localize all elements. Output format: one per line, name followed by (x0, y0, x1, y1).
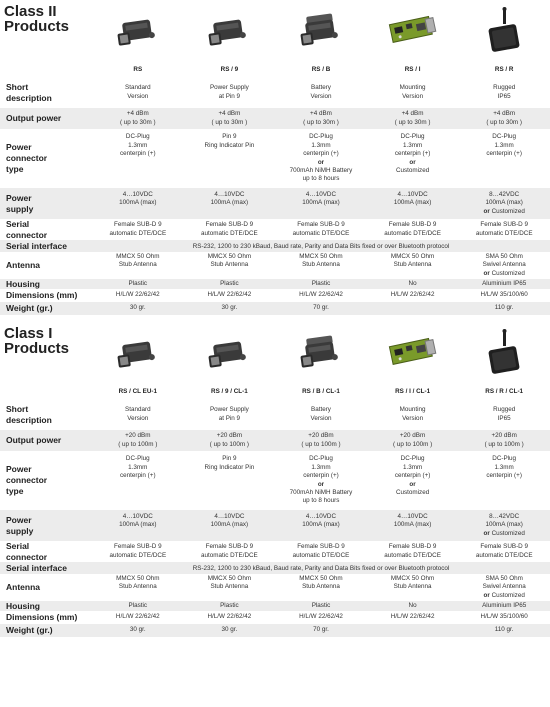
dimensions-value: H/L/W 22/62/42 (299, 291, 343, 299)
row-label: Weight (gr.) (6, 303, 53, 313)
weight-value: 110 gr. (494, 626, 514, 634)
antenna-value: MMCX 50 Ohm Stub Antenna (116, 252, 160, 269)
row-power-connector (0, 452, 550, 510)
model-name: RS / R (494, 65, 514, 73)
dimensions-value: H/L/W 22/62/42 (299, 613, 343, 621)
weight-value (367, 304, 459, 312)
output-power-value: +20 dBm ( up to 100m ) (484, 432, 524, 448)
power-connector-value: DC-Plug 1.3mm centerpin (+) (394, 455, 431, 480)
row-serial-interface (0, 562, 550, 575)
power-supply-value: 4…10VDC 100mA (max) (119, 190, 157, 207)
short-description-value: Battery Version (310, 84, 332, 100)
power-connector-value: Pin 9 Ring Indicator Pin (204, 455, 255, 471)
power-supply-value: 8…42VDC 100mA (max) or Customized (483, 190, 525, 215)
power-connector-extra: or 700mAh NiMH Battery up to 8 hours (289, 480, 353, 505)
output-power-value: +20 dBm ( up to 100m ) (301, 432, 341, 448)
row-housing (0, 601, 550, 612)
power-connector-extra: or Customized (395, 480, 430, 496)
row-label: Serial connector (6, 218, 48, 240)
dimensions-value: H/L/W 35/100/60 (480, 291, 528, 299)
dimensions-value: H/L/W 22/62/42 (207, 291, 252, 299)
serial-connector-value: Female SUB-D 9 automatic DTE/DCE (292, 221, 350, 237)
antenna-value: MMCX 50 Ohm Stub Antenna (299, 252, 343, 269)
antenna-value: MMCX 50 Ohm Stub Antenna (299, 574, 343, 591)
rugged-antenna-box-icon (458, 0, 550, 60)
housing-value: No (408, 279, 417, 287)
housing-value: Plastic (311, 601, 331, 609)
output-power-value: +20 dBm ( up to 100m ) (392, 432, 433, 448)
housing-value: Plastic (220, 601, 239, 609)
row-label: Antenna (6, 260, 40, 270)
housing-value: Plastic (128, 601, 148, 609)
row-label: Antenna (6, 582, 40, 592)
dimensions-value: H/L/W 22/62/42 (115, 291, 160, 299)
model-name: RS / I (404, 65, 421, 73)
row-label: Short description (6, 81, 52, 103)
power-connector-extra: or 700mAh NiMH Battery up to 8 hours (289, 158, 353, 183)
model-name: RS / B / CL-1 (302, 387, 340, 395)
class-title: Class II Products (4, 3, 70, 35)
model-name: RS / R / CL-1 (485, 387, 524, 395)
power-connector-cell (184, 455, 276, 505)
output-power-value: +4 dBm ( up to 30m ) (119, 110, 156, 126)
row-weight (0, 302, 550, 316)
model-name: RS / B (311, 65, 331, 73)
output-power-value: +20 dBm ( up to 100m ) (209, 432, 249, 448)
row-label: Short description (6, 403, 52, 425)
weight-value: 70 gr. (313, 626, 329, 634)
dimensions-value: H/L/W 35/100/60 (480, 613, 528, 621)
housing-value: Aluminium IP65 (482, 601, 527, 609)
weight-value: 30 gr. (129, 304, 146, 312)
serial-adapter-battery-icon (275, 0, 367, 60)
row-label: Power supply (6, 514, 34, 536)
row-label: Output power (6, 435, 62, 445)
row-output-power (0, 430, 550, 452)
housing-value: Plastic (311, 279, 331, 287)
power-connector-cell (184, 133, 276, 183)
power-supply-value: 4…10VDC 100mA (max) (393, 190, 432, 207)
serial-connector-value: Female SUB-D 9 automatic DTE/DCE (201, 543, 258, 559)
row-power-supply (0, 510, 550, 542)
row-serial-connector (0, 542, 550, 562)
model-name: RS / I / CL-1 (395, 387, 431, 395)
weight-value: 30 gr. (221, 626, 238, 634)
row-housing (0, 279, 550, 290)
weight-value: 110 gr. (494, 304, 514, 312)
short-description-value: Power Supply at Pin 9 (209, 84, 249, 100)
serial-connector-value: Female SUB-D 9 automatic DTE/DCE (384, 221, 441, 237)
short-description-value: Power Supply at Pin 9 (209, 406, 249, 422)
housing-value: Plastic (220, 279, 239, 287)
power-connector-cell (92, 133, 184, 183)
row-label: Power connector type (6, 464, 48, 496)
serial-connector-value: Female SUB-D 9 automatic DTE/DCE (475, 221, 533, 237)
class-i-section (0, 322, 550, 638)
row-output-power (0, 108, 550, 130)
weight-value: 30 gr. (129, 626, 146, 634)
row-short-description (0, 400, 550, 430)
antenna-value: MMCX 50 Ohm Stub Antenna (390, 252, 435, 269)
row-label: Housing (6, 600, 40, 611)
short-description-value: Battery Version (310, 406, 332, 422)
serial-connector-value: Female SUB-D 9 automatic DTE/DCE (384, 543, 441, 559)
row-label: Dimensions (mm) (6, 290, 78, 300)
row-label: Weight (gr.) (6, 625, 53, 635)
antenna-value: MMCX 50 Ohm Stub Antenna (390, 574, 435, 591)
row-antenna (0, 253, 550, 279)
serial-connector-value: Female SUB-D 9 automatic DTE/DCE (201, 221, 258, 237)
serial-connector-value: Female SUB-D 9 automatic DTE/DCE (292, 543, 350, 559)
power-connector-value: DC-Plug 1.3mm centerpin (+) (303, 133, 339, 158)
output-power-value: +4 dBm ( up to 30m ) (394, 110, 431, 126)
row-serial-connector (0, 220, 550, 240)
power-supply-value: 4…10VDC 100mA (max) (210, 190, 249, 207)
housing-value: Plastic (128, 279, 148, 287)
row-label: Serial interface (6, 240, 67, 251)
short-description-value: Standard Version (125, 406, 151, 422)
row-label: Dimensions (mm) (6, 612, 78, 622)
serial-adapter-icon (184, 322, 276, 382)
dimensions-value: H/L/W 22/62/42 (390, 291, 435, 299)
serial-connector-value: Female SUB-D 9 automatic DTE/DCE (475, 543, 533, 559)
serial-connector-value: Female SUB-D 9 automatic DTE/DCE (109, 543, 167, 559)
short-description-value: Rugged IP65 (493, 84, 516, 100)
power-connector-value: Pin 9 Ring Indicator Pin (204, 133, 255, 149)
antenna-value: MMCX 50 Ohm Stub Antenna (207, 252, 252, 269)
serial-board-icon (367, 322, 459, 382)
row-label: Serial connector (6, 540, 48, 562)
model-name: RS / 9 (220, 65, 239, 73)
output-power-value: +20 dBm ( up to 100m ) (118, 432, 158, 448)
weight-value: 70 gr. (313, 304, 329, 312)
power-connector-value: DC-Plug 1.3mm centerpin (+) (120, 455, 156, 480)
power-connector-cell (458, 133, 550, 183)
housing-value: Aluminium IP65 (482, 279, 527, 287)
class-title: Class I Products (4, 325, 70, 357)
power-connector-cell (458, 455, 550, 505)
model-name: RS / 9 / CL-1 (211, 387, 248, 395)
serial-interface-value: RS-232, 1200 to 230 kBaud, Baud rate, Parity and Data Bits fixed or over Bluetooth protocol (192, 242, 450, 250)
power-connector-value: DC-Plug 1.3mm centerpin (+) (120, 133, 156, 158)
output-power-value: +4 dBm ( up to 30m ) (486, 110, 523, 126)
antenna-value: MMCX 50 Ohm Stub Antenna (116, 574, 160, 591)
row-short-description (0, 78, 550, 108)
power-connector-cell (367, 133, 459, 183)
row-dimensions (0, 290, 550, 302)
short-description-value: Mounting Version (399, 406, 426, 422)
row-power-connector (0, 130, 550, 188)
power-supply-value: 4…10VDC 100mA (max) (210, 512, 249, 529)
power-supply-value: 4…10VDC 100mA (max) (302, 512, 340, 529)
power-connector-cell (275, 455, 367, 505)
serial-adapter-icon (184, 0, 276, 60)
serial-interface-value: RS-232, 1200 to 230 kBaud, Baud rate, Parity and Data Bits fixed or over Bluetooth protocol (192, 564, 450, 572)
row-label: Power connector type (6, 142, 48, 174)
row-label: Housing (6, 278, 40, 289)
antenna-value: SMA 50 Ohm Swivel Antenna or Customized (482, 574, 526, 599)
serial-adapter-icon (92, 0, 184, 60)
serial-board-icon (367, 0, 459, 60)
power-connector-cell (367, 455, 459, 505)
row-label: Power supply (6, 192, 34, 214)
row-label: Serial interface (6, 562, 67, 573)
row-label: Output power (6, 113, 62, 123)
power-connector-value: DC-Plug 1.3mm centerpin (+) (394, 133, 431, 158)
row-serial-interface (0, 240, 550, 253)
dimensions-value: H/L/W 22/62/42 (207, 613, 252, 621)
row-power-supply (0, 188, 550, 220)
antenna-value: SMA 50 Ohm Swivel Antenna or Customized (482, 252, 526, 277)
short-description-value: Rugged IP65 (493, 406, 516, 422)
rugged-antenna-box-icon (458, 322, 550, 382)
dimensions-value: H/L/W 22/62/42 (115, 613, 160, 621)
power-supply-value: 4…10VDC 100mA (max) (302, 190, 340, 207)
serial-adapter-icon (92, 322, 184, 382)
power-connector-cell (275, 133, 367, 183)
output-power-value: +4 dBm ( up to 30m ) (303, 110, 339, 126)
power-connector-value: DC-Plug 1.3mm centerpin (+) (486, 133, 522, 158)
housing-value: No (408, 601, 417, 609)
power-connector-cell (92, 455, 184, 505)
power-connector-value: DC-Plug 1.3mm centerpin (+) (486, 455, 522, 480)
power-connector-extra: or Customized (395, 158, 430, 174)
power-supply-value: 4…10VDC 100mA (max) (393, 512, 432, 529)
model-name: RS / CL EU-1 (118, 387, 157, 395)
power-supply-value: 8…42VDC 100mA (max) or Customized (483, 512, 525, 537)
serial-adapter-battery-icon (275, 322, 367, 382)
class-ii-section (0, 0, 550, 316)
power-connector-value: DC-Plug 1.3mm centerpin (+) (303, 455, 339, 480)
weight-value: 30 gr. (221, 304, 238, 312)
row-weight (0, 624, 550, 638)
antenna-value: MMCX 50 Ohm Stub Antenna (207, 574, 252, 591)
row-antenna (0, 575, 550, 601)
short-description-value: Mounting Version (399, 84, 426, 100)
power-supply-value: 4…10VDC 100mA (max) (119, 512, 157, 529)
dimensions-value: H/L/W 22/62/42 (390, 613, 435, 621)
model-name: RS (133, 65, 143, 73)
row-dimensions (0, 612, 550, 624)
output-power-value: +4 dBm ( up to 30m ) (211, 110, 248, 126)
short-description-value: Standard Version (125, 84, 151, 100)
weight-value (367, 626, 459, 634)
serial-connector-value: Female SUB-D 9 automatic DTE/DCE (109, 221, 167, 237)
